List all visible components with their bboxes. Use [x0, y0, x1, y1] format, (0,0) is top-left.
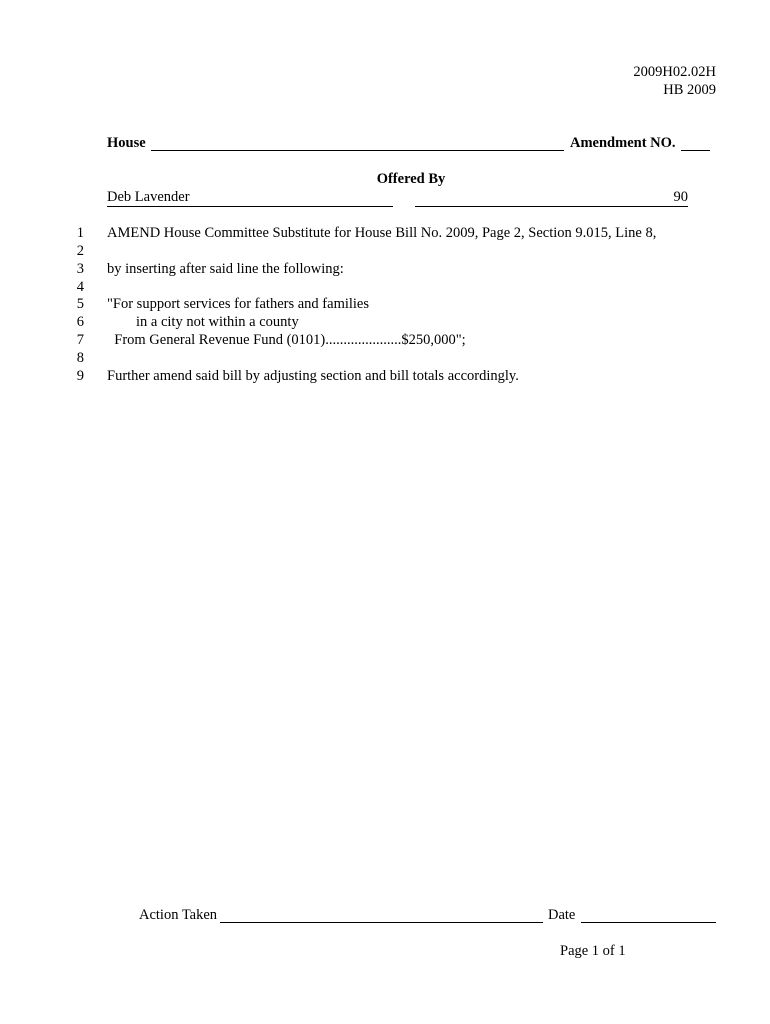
line-number: 1 — [76, 225, 84, 241]
line-text: by inserting after said line the following: — [107, 261, 344, 277]
line-number: 4 — [76, 279, 84, 295]
line-text: in a city not within a county — [107, 314, 299, 330]
line-number: 2 — [76, 243, 84, 259]
line-number: 9 — [76, 368, 84, 384]
line-text: "For support services for fathers and families — [107, 296, 370, 312]
line-number: 3 — [76, 261, 84, 277]
offered-by-label: Offered By — [376, 171, 446, 187]
sponsor-name: Deb Lavender — [107, 189, 190, 205]
line-text: AMEND House Committee Substitute for House Bill No. 2009, Page 2, Section 9.015, Line 8, — [107, 225, 657, 241]
house-blank-line — [151, 150, 564, 151]
line-text: From General Revenue Fund (0101).....................$250,000"; — [107, 332, 466, 348]
amendment-label: Amendment NO. — [570, 135, 676, 151]
line-text: Further amend said bill by adjusting section and bill totals accordingly. — [107, 368, 519, 384]
district-underline — [415, 206, 688, 207]
line-number: 6 — [76, 314, 84, 330]
bill-number: HB 2009 — [663, 82, 716, 98]
action-taken-line — [220, 922, 543, 923]
amendment-number-blank — [681, 150, 710, 151]
date-line — [581, 922, 716, 923]
document-code: 2009H02.02H — [633, 64, 716, 80]
line-number: 5 — [76, 296, 84, 312]
page-number: Page 1 of 1 — [560, 943, 626, 959]
house-label: House — [107, 135, 146, 151]
action-taken-label: Action Taken — [139, 907, 218, 923]
line-number: 7 — [76, 332, 84, 348]
line-number: 8 — [76, 350, 84, 366]
sponsor-underline — [107, 206, 393, 207]
sponsor-district: 90 — [673, 189, 688, 205]
date-label: Date — [548, 907, 576, 923]
